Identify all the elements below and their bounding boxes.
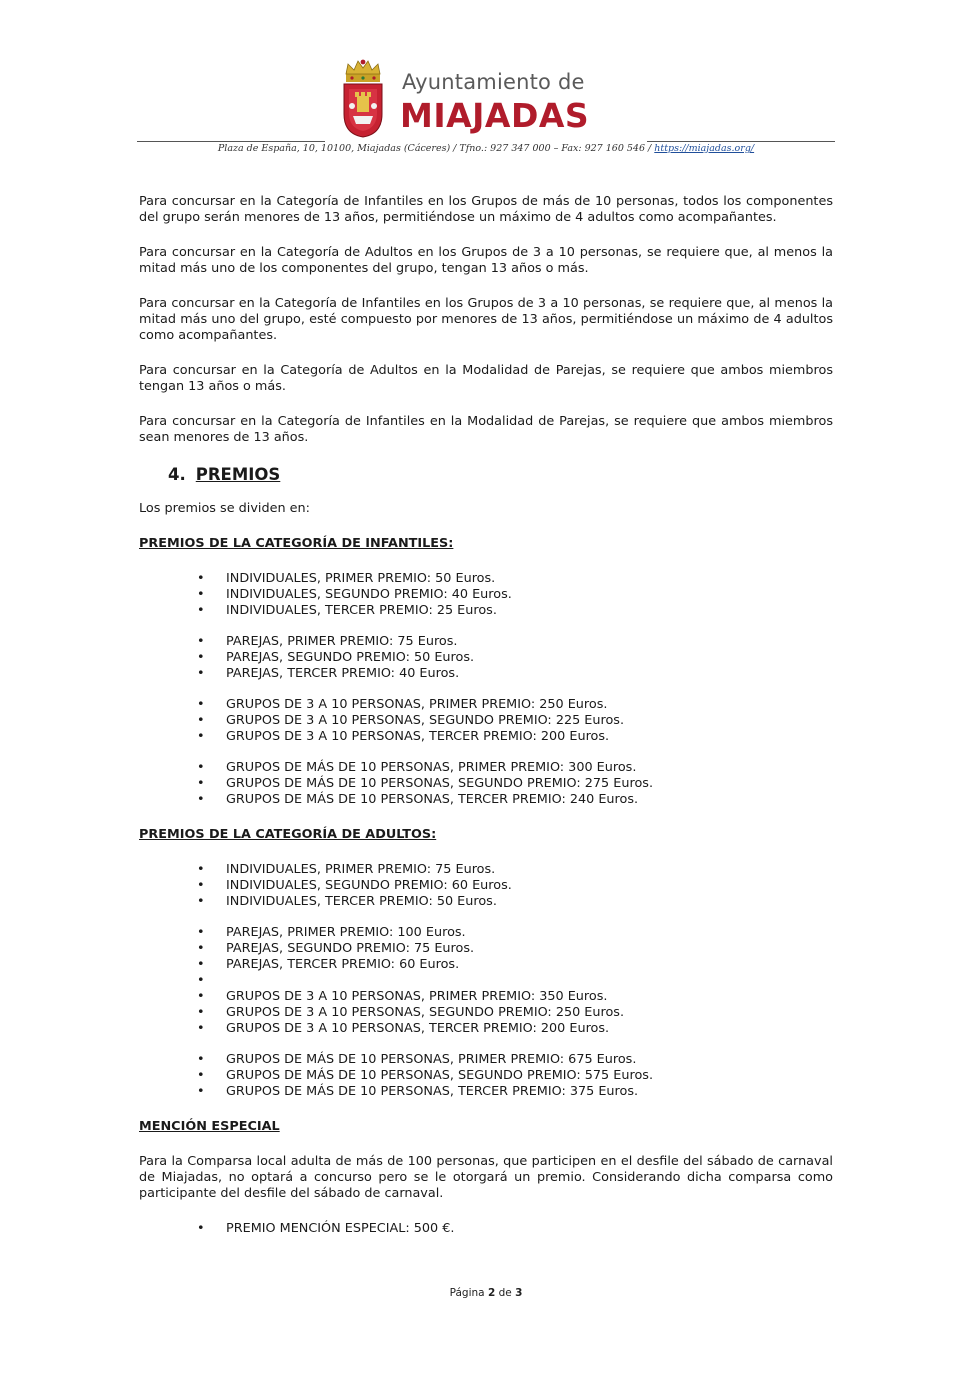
list-item: • PAREJAS, PRIMER PREMIO: 75 Euros. [197, 634, 833, 650]
list-item: • GRUPOS DE 3 A 10 PERSONAS, TERCER PREMIO: 200 Euros. [197, 1021, 833, 1037]
section-number: 4. [168, 465, 186, 484]
list-item: • INDIVIDUALES, PRIMER PREMIO: 75 Euros. [197, 862, 833, 878]
infantiles-heading: PREMIOS DE LA CATEGORÍA DE INFANTILES: [139, 536, 454, 551]
rule-paragraph: Para concursar en la Categoría de Adultos en los Grupos de 3 a 10 personas, se requiere que, al menos la mitad más uno de los componentes del grupo, tengan 13 años o más. [139, 245, 833, 276]
mencion-heading: MENCIÓN ESPECIAL [139, 1119, 280, 1134]
list-item: • PAREJAS, PRIMER PREMIO: 100 Euros. [197, 925, 833, 941]
section-heading [168, 465, 833, 485]
website-link[interactable]: https://miajadas.org/ [654, 143, 755, 154]
mencion-prize-list [139, 1221, 833, 1237]
list-item: • GRUPOS DE MÁS DE 10 PERSONAS, SEGUNDO PREMIO: 575 Euros. [197, 1068, 833, 1084]
section-title: PREMIOS [195, 465, 281, 484]
adultos-prize-list [139, 862, 833, 910]
rule-paragraph: Para concursar en la Categoría de Adultos en la Modalidad de Parejas, se requiere que ambos miembros tengan 13 años o más. [139, 363, 833, 394]
list-item: • GRUPOS DE 3 A 10 PERSONAS, TERCER PREMIO: 200 Euros. [197, 729, 833, 745]
list-item: • INDIVIDUALES, SEGUNDO PREMIO: 60 Euros. [197, 878, 833, 894]
document-body [139, 194, 833, 1237]
list-item: • GRUPOS DE MÁS DE 10 PERSONAS, SEGUNDO PREMIO: 275 Euros. [197, 776, 833, 792]
infantiles-prize-list [139, 760, 833, 808]
list-item: • PAREJAS, SEGUNDO PREMIO: 75 Euros. [197, 941, 833, 957]
list-item: • GRUPOS DE 3 A 10 PERSONAS, PRIMER PREMIO: 250 Euros. [197, 697, 833, 713]
mencion-paragraph: Para la Comparsa local adulta de más de 100 personas, que participen en el desfile del sábado de carnaval de Miajadas, no optará a concurso pero se le otorgará un premio. Considerando dicha comparsa como participante del desfile del sábado de carnaval. [139, 1154, 833, 1201]
list-item: • INDIVIDUALES, TERCER PREMIO: 25 Euros. [197, 603, 833, 619]
list-item: • GRUPOS DE MÁS DE 10 PERSONAS, PRIMER PREMIO: 300 Euros. [197, 760, 833, 776]
page-separator: de [498, 1287, 512, 1299]
list-item: • GRUPOS DE MÁS DE 10 PERSONAS, PRIMER PREMIO: 675 Euros. [197, 1052, 833, 1068]
current-page: 2 [487, 1287, 496, 1299]
list-item: • PAREJAS, TERCER PREMIO: 60 Euros. [197, 957, 833, 973]
list-item: • INDIVIDUALES, PRIMER PREMIO: 50 Euros. [197, 571, 833, 587]
rule-paragraph: Para concursar en la Categoría de Infantiles en los Grupos de más de 10 personas, todos los componentes del grupo serán menores de 13 años, permitiéndose un máximo de 4 adultos como acompañantes. [139, 194, 833, 225]
adultos-prize-list [139, 925, 833, 1037]
page-number [0, 1287, 972, 1299]
infantiles-prize-list [139, 634, 833, 682]
list-item: • GRUPOS DE MÁS DE 10 PERSONAS, TERCER PREMIO: 240 Euros. [197, 792, 833, 808]
rule-paragraph: Para concursar en la Categoría de Infantiles en la Modalidad de Parejas, se requiere que ambos miembros sean menores de 13 años. [139, 414, 833, 445]
list-item: • GRUPOS DE MÁS DE 10 PERSONAS, TERCER PREMIO: 375 Euros. [197, 1084, 833, 1100]
infantiles-prize-list [139, 571, 833, 619]
total-pages: 3 [515, 1287, 523, 1299]
list-item [197, 973, 833, 989]
header-address [137, 143, 835, 154]
page-header [0, 0, 972, 160]
header-divider-right [647, 141, 835, 142]
adultos-prize-list [139, 1052, 833, 1100]
rule-paragraph: Para concursar en la Categoría de Infantiles en los Grupos de 3 a 10 personas, se requiere que, al menos la mitad más uno del grupo, esté compuesto por menores de 13 años, permitiéndose un máximo de 4 adultos como acompañantes. [139, 296, 833, 343]
list-item: • PAREJAS, SEGUNDO PREMIO: 50 Euros. [197, 650, 833, 666]
coat-of-arms-icon [340, 58, 386, 138]
infantiles-prize-list [139, 697, 833, 745]
list-item: • GRUPOS DE 3 A 10 PERSONAS, PRIMER PREMIO: 350 Euros. [197, 989, 833, 1005]
list-item: • PREMIO MENCIÓN ESPECIAL: 500 €. [197, 1221, 833, 1237]
list-item: • GRUPOS DE 3 A 10 PERSONAS, SEGUNDO PREMIO: 250 Euros. [197, 1005, 833, 1021]
list-item: • INDIVIDUALES, SEGUNDO PREMIO: 40 Euros. [197, 587, 833, 603]
header-divider-left [137, 141, 325, 142]
list-item: • PAREJAS, TERCER PREMIO: 40 Euros. [197, 666, 833, 682]
brand-title: MIAJADAS [400, 96, 590, 135]
brand-subtitle: Ayuntamiento de [402, 70, 585, 94]
address-text: Plaza de España, 10, 10100, Miajadas (Cáceres) / Tfno.: 927 347 000 – Fax: 927 160 546 / [217, 143, 652, 154]
municipal-logo [340, 58, 600, 138]
prizes-intro: Los premios se dividen en: [139, 501, 310, 516]
page-label: Página [449, 1287, 485, 1299]
list-item: • INDIVIDUALES, TERCER PREMIO: 50 Euros. [197, 894, 833, 910]
adultos-heading: PREMIOS DE LA CATEGORÍA DE ADULTOS: [139, 827, 437, 842]
list-item: • GRUPOS DE 3 A 10 PERSONAS, SEGUNDO PREMIO: 225 Euros. [197, 713, 833, 729]
